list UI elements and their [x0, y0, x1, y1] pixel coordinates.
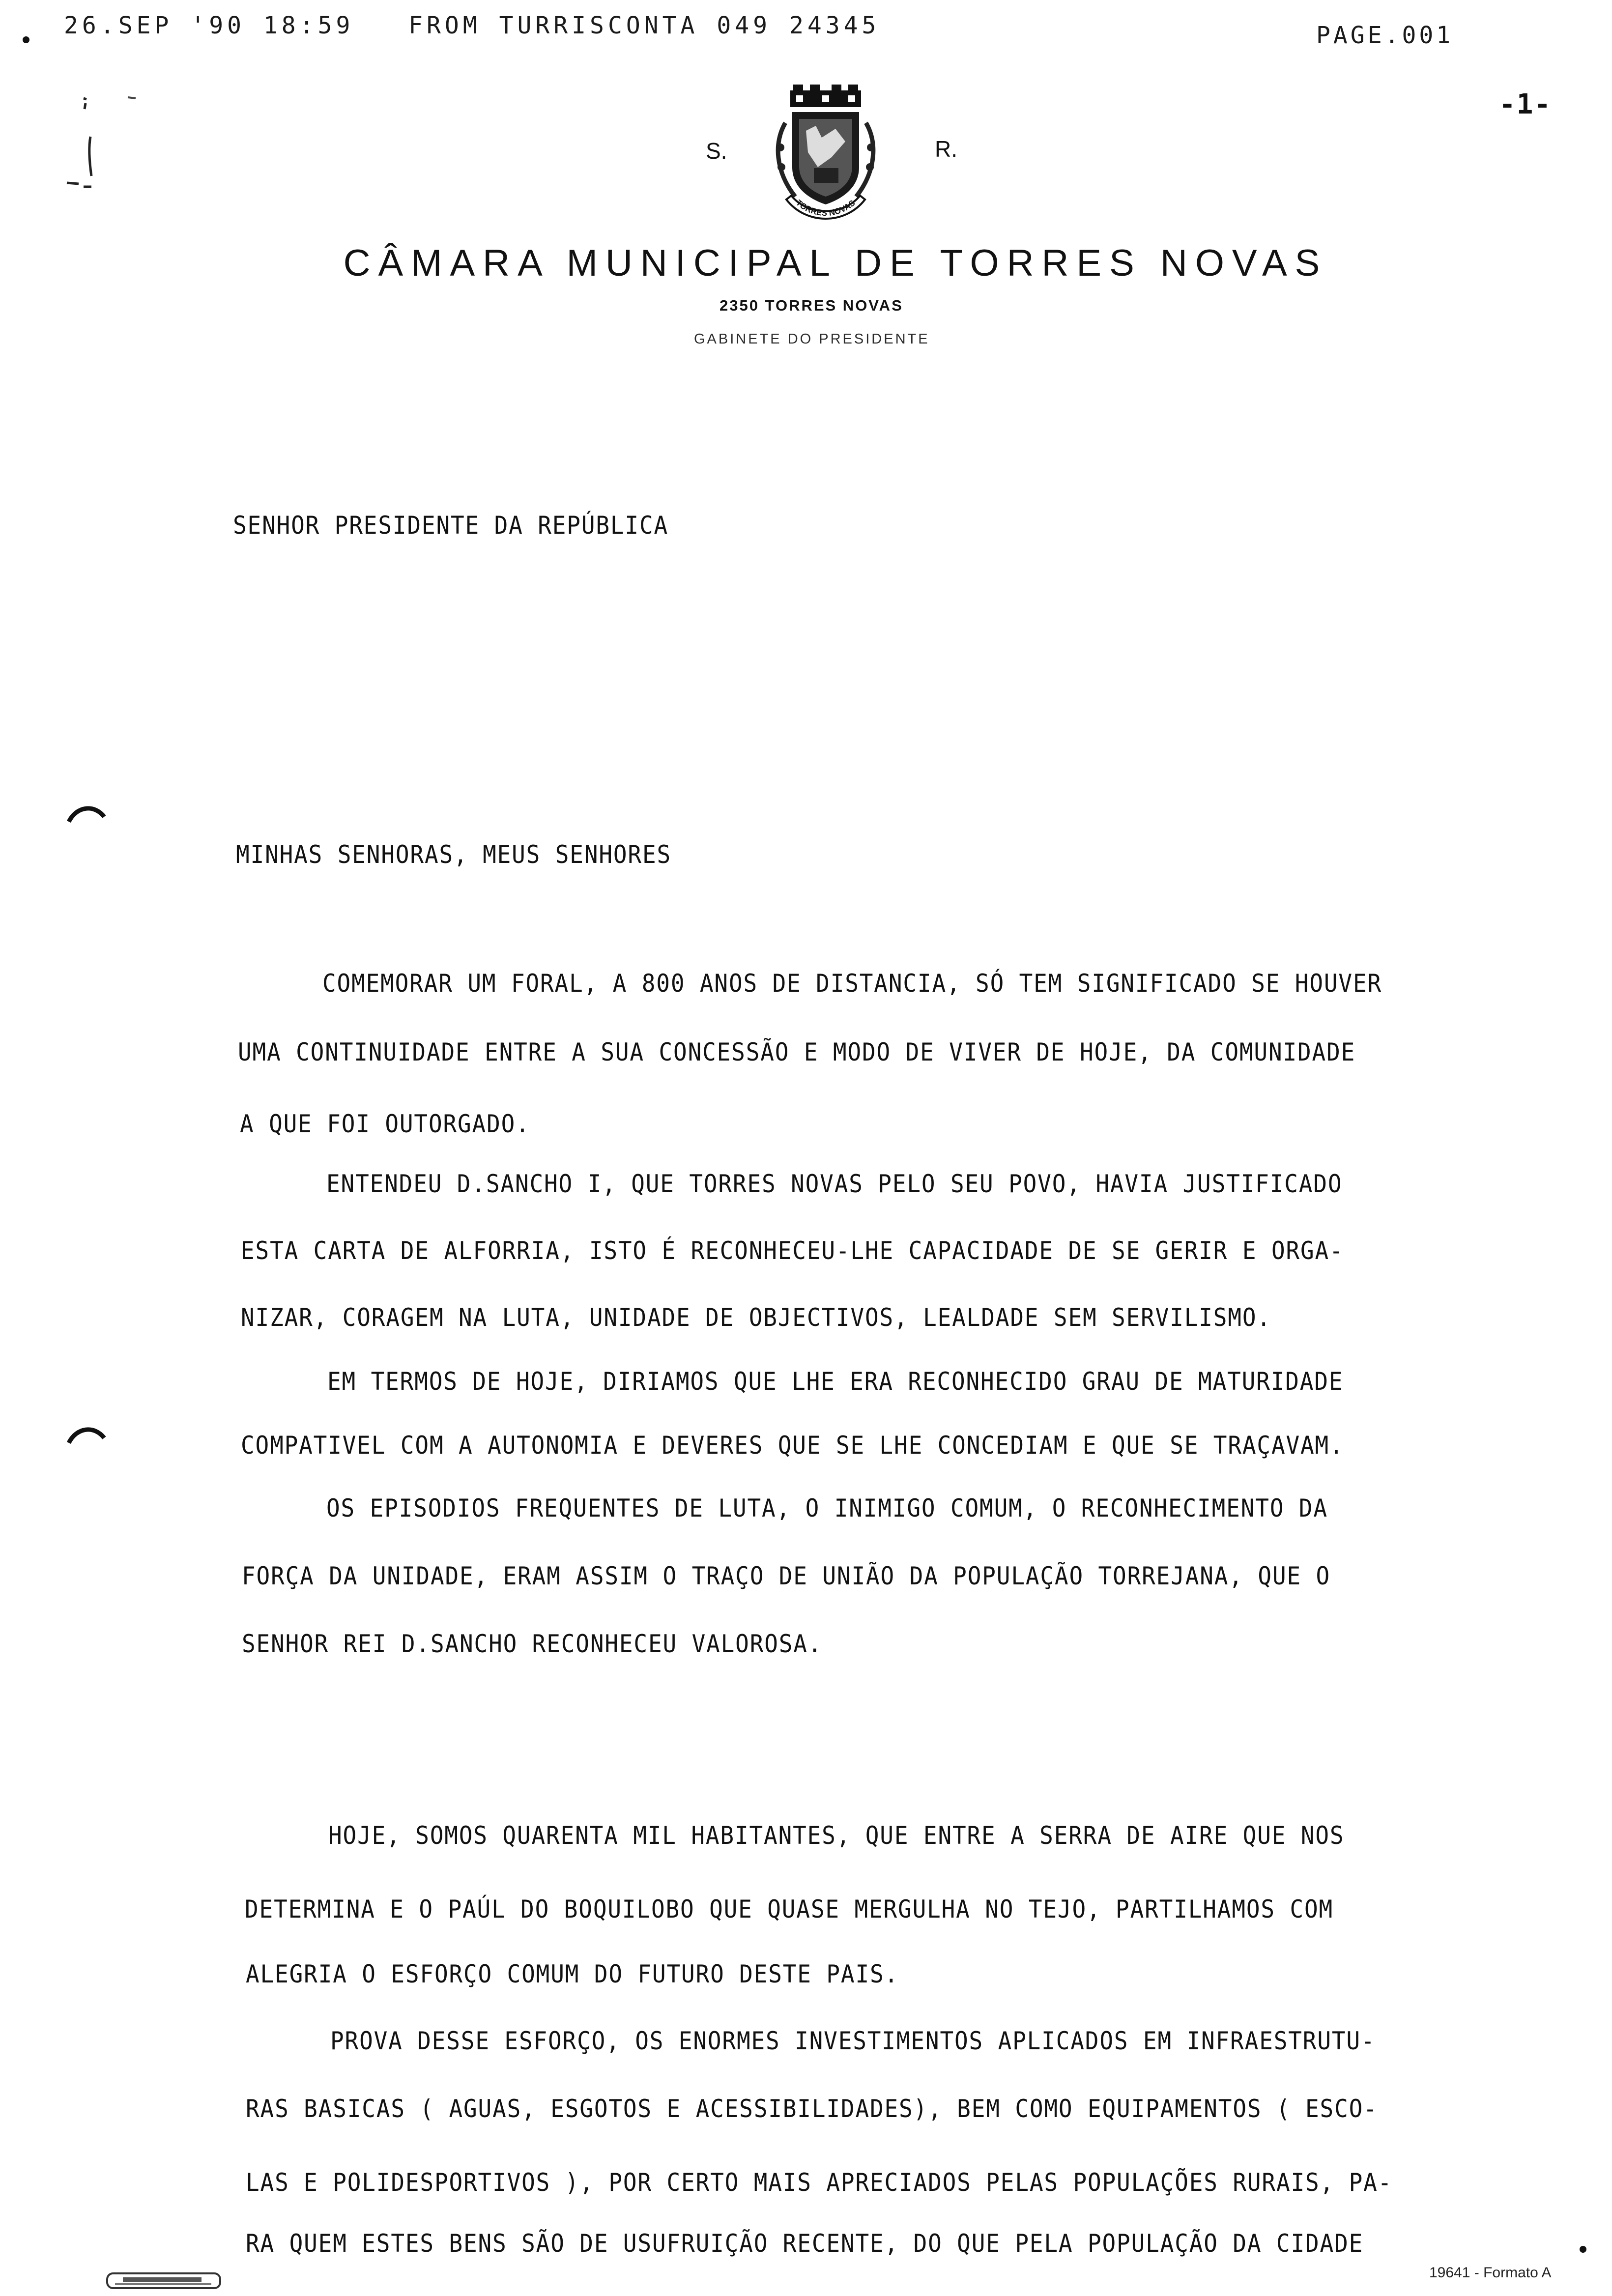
- salutation-president: SENHOR PRESIDENTE DA REPÚBLICA: [233, 511, 669, 540]
- seal-ribbon-text: [786, 196, 865, 225]
- body-line-7: EM TERMOS DE HOJE, DIRIAMOS QUE LHE ERA RECONHECIDO GRAU DE MATURIDADE: [327, 1367, 1344, 1396]
- body-line-2: UMA CONTINUIDADE ENTRE A SUA CONCESSÃO E MODO DE VIVER DE HOJE, DA COMUNIDADE: [238, 1038, 1356, 1066]
- body-line-10: FORÇA DA UNIDADE, ERAM ASSIM O TRAÇO DE UNIÃO DA POPULAÇÃO TORREJANA, QUE O: [242, 1562, 1331, 1590]
- body-line-6: NIZAR, CORAGEM NA LUTA, UNIDADE DE OBJECTIVOS, LEALDADE SEM SERVILISMO.: [241, 1303, 1271, 1332]
- footer-stamp: [103, 2268, 226, 2293]
- scan-dot: [1580, 2246, 1586, 2253]
- fax-header-line: 26.SEP '90 18:59 FROM TURRISCONTA 049 24345: [64, 12, 880, 39]
- body-line-15: PROVA DESSE ESFORÇO, OS ENORMES INVESTIMENTOS APLICADOS EM INFRAESTRUTU-: [330, 2027, 1376, 2055]
- seal-letter-r: R.: [935, 136, 957, 162]
- body-line-17: LAS E POLIDESPORTIVOS ), POR CERTO MAIS APRECIADOS PELAS POPULAÇÕES RURAIS, PA-: [246, 2168, 1393, 2197]
- seal-letter-s: S.: [706, 138, 727, 164]
- body-line-9: OS EPISODIOS FREQUENTES DE LUTA, O INIMIGO COMUM, O RECONHECIMENTO DA: [326, 1494, 1328, 1522]
- body-line-4: ENTENDEU D.SANCHO I, QUE TORRES NOVAS PELO SEU POVO, HAVIA JUSTIFICADO: [326, 1170, 1343, 1198]
- body-line-14: ALEGRIA O ESFORÇO COMUM DO FUTURO DESTE PAIS.: [246, 1960, 899, 1988]
- body-line-18: RA QUEM ESTES BENS SÃO DE USUFRUIÇÃO RECENTE, DO QUE PELA POPULAÇÃO DA CIDADE: [246, 2229, 1364, 2258]
- body-line-3: A QUE FOI OUTORGADO.: [240, 1110, 530, 1138]
- organization-name: CÂMARA MUNICIPAL DE TORRES NOVAS: [343, 242, 1328, 284]
- body-line-5: ESTA CARTA DE ALFORRIA, ISTO É RECONHECEU-LHE CAPACIDADE DE SE GERIR E ORGA-: [241, 1236, 1344, 1265]
- body-line-13: DETERMINA E O PAÚL DO BOQUILOBO QUE QUASE MERGULHA NO TEJO, PARTILHAMOS COM: [245, 1895, 1334, 1923]
- body-line-1: COMEMORAR UM FORAL, A 800 ANOS DE DISTANCIA, SÓ TEM SIGNIFICADO SE HOUVER: [322, 969, 1382, 998]
- margin-marks: [49, 88, 157, 201]
- punch-arc-2: [67, 1423, 106, 1446]
- salutation-audience: MINHAS SENHORAS, MEUS SENHORES: [236, 840, 672, 869]
- body-line-11: SENHOR REI D.SANCHO RECONHECEU VALOROSA.: [242, 1630, 823, 1658]
- organization-address: 2350 TORRES NOVAS: [720, 297, 903, 314]
- body-line-12: HOJE, SOMOS QUARENTA MIL HABITANTES, QUE ENTRE A SERRA DE AIRE QUE NOS: [328, 1821, 1345, 1850]
- punch-arc-1: [67, 802, 106, 825]
- fax-page-label: PAGE.001: [1316, 22, 1454, 49]
- body-line-8: COMPATIVEL COM A AUTONOMIA E DEVERES QUE SE LHE CONCEDIAM E QUE SE TRAÇAVAM.: [241, 1431, 1344, 1460]
- body-line-16: RAS BASICAS ( AGUAS, ESGOTOS E ACESSIBILIDADES), BEM COMO EQUIPAMENTOS ( ESCO-: [246, 2095, 1378, 2123]
- page-number: -1-: [1499, 88, 1552, 120]
- seal-ribbon-label: TORRES NOVAS: [794, 198, 857, 218]
- scan-dot: [23, 36, 29, 43]
- organization-cabinet: GABINETE DO PRESIDENTE: [694, 331, 930, 347]
- svg-text:TORRES NOVAS: [794, 198, 857, 218]
- footer-form-code: 19641 - Formato A: [1429, 2265, 1552, 2281]
